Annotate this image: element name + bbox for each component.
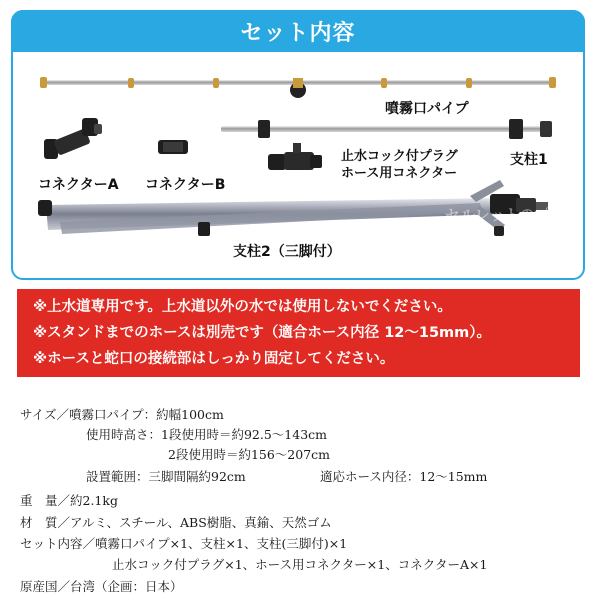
nozzle-pipe-image xyxy=(40,77,556,98)
spec-hose: 適応ホース内径：12〜15mm xyxy=(320,469,488,484)
spec-set-contents-2: 止水コック付プラグ×1、ホース用コネクター×1、コネクターA×1 xyxy=(112,557,488,572)
warning-line: ※スタンドまでのホースは別売です（適合ホース内径 12〜15mm）。 xyxy=(33,325,492,341)
spec-height-2: 2段使用時＝約156〜207cm xyxy=(168,447,331,462)
spec-size: サイズ／噴霧口パイプ：約幅100cm xyxy=(20,407,224,422)
spec-weight: 重 量／約2.1kg xyxy=(20,493,118,508)
label-stopcock-plug-line2: ホース用コネクター xyxy=(341,166,458,181)
warning-line: ※ホースと蛇口の接続部はしっかり固定してください。 xyxy=(33,351,395,367)
connector-b-image xyxy=(158,140,188,154)
spec-height-1: 使用時高さ：1段使用時＝約92.5〜143cm xyxy=(86,427,327,442)
warning-box xyxy=(17,289,580,377)
spec-origin: 原産国／台湾（企画：日本） xyxy=(20,579,183,594)
warning-line: ※上水道専用です。上水道以外の水では使用しないでください。 xyxy=(33,299,452,315)
label-support-2: 支柱2（三脚付） xyxy=(233,244,341,260)
label-connector-b: コネクターB xyxy=(145,177,226,193)
panel-title: セット内容 xyxy=(240,20,356,46)
watermark-text: セルレットのプ xyxy=(445,206,550,224)
label-stopcock-plug xyxy=(341,148,458,182)
spec-set-contents: セット内容／噴霧口パイプ×1、支柱×1、支柱(三脚付)×1 xyxy=(20,536,348,551)
label-support-1: 支柱1 xyxy=(510,152,548,168)
label-connector-a: コネクターA xyxy=(38,177,119,193)
support-pole-1-image xyxy=(221,119,552,139)
label-stopcock-plug-line1: 止水コック付プラグ xyxy=(341,149,458,164)
connector-a-image xyxy=(44,118,102,159)
spec-range: 設置範囲：三脚間隔約92cm xyxy=(86,469,246,484)
spec-material: 材 質／アルミ、スチール、ABS樹脂、真鍮、天然ゴム xyxy=(20,515,332,530)
stopcock-plug-image xyxy=(268,143,322,170)
label-nozzle-pipe: 噴霧口パイプ xyxy=(385,101,469,117)
